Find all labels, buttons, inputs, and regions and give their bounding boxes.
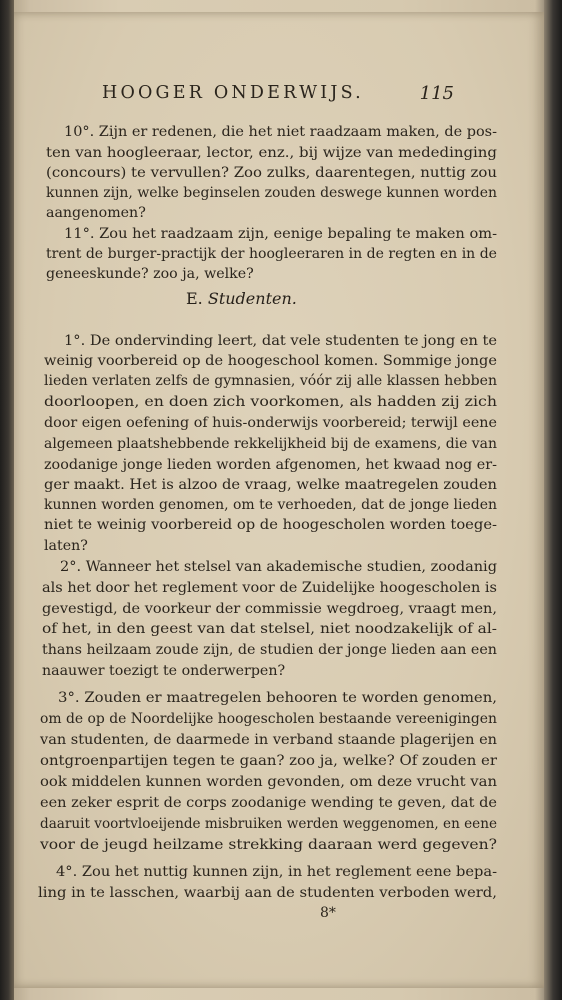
text-line: kunnen worden genomen, om te verhoeden, dat de jonge lieden xyxy=(44,497,498,513)
text-line: trent de burger-practijk der hoogleeraren in de regten en in de xyxy=(46,246,497,262)
text-line: een zeker esprit de corps zoodanige wending te geven, dat de xyxy=(40,795,498,811)
text-line: van studenten, de daarmede in verband staande plagerijen en xyxy=(40,732,498,748)
section-title: Studenten. xyxy=(207,289,297,308)
text-line: ling in te lasschen, waarbij aan de studenten verboden werd, xyxy=(38,885,497,901)
text-line: of het, in den geest van dat stelsel, niet noodzakelijk of al- xyxy=(42,621,497,637)
text-line: 4°. Zou het nuttig kunnen zijn, in het reglement eene bepa- xyxy=(56,864,498,880)
text-line: zoodanige jonge lieden worden afgenomen, het kwaad nog er- xyxy=(44,457,497,473)
text-line: door eigen oefening of huis-onderwijs voorbereid; terwijl eene xyxy=(44,415,497,431)
text-line: aangenomen? xyxy=(46,205,146,221)
text-line: daaruit voortvloeijende misbruiken werden weggenomen, en eene xyxy=(40,816,498,832)
text-line: gevestigd, de voorkeur der commissie wegdroeg, vraagt men, xyxy=(42,601,497,617)
text-line: algemeen plaatshebbende rekkelijkheid bij de examens, die van xyxy=(44,436,497,452)
running-head: HOOGER ONDERWIJS. xyxy=(102,83,364,103)
text-line: naauwer toezigt te onderwerpen? xyxy=(42,663,286,679)
text-line: 10°. Zijn er redenen, die het niet raadzaam maken, de pos- xyxy=(64,124,497,140)
text-line: als het door het reglement voor de Zuidelijke hoogescholen is xyxy=(42,580,497,596)
text-line: kunnen zijn, welke beginselen zouden deswege kunnen worden xyxy=(46,185,498,201)
text-line: voor de jeugd heilzame strekking daaraan werd gegeven? xyxy=(40,837,497,853)
page-header xyxy=(92,83,462,109)
text-line: (concours) te vervullen? Zoo zulks, daarentegen, nuttig zou xyxy=(46,165,498,181)
text-line: lieden verlaten zelfs de gymnasien, vóór zij alle klassen hebben xyxy=(44,373,498,389)
page-number: 115 xyxy=(419,83,454,104)
section-heading xyxy=(186,289,297,308)
text-line: geneeskunde? zoo ja, welke? xyxy=(46,266,254,282)
page-edge xyxy=(544,0,562,1000)
text-line: ook middelen kunnen worden gevonden, om deze vrucht van xyxy=(40,774,497,790)
section-letter: E. xyxy=(186,289,203,308)
text-line: om de op de Noordelijke hoogescholen bestaande vereenigingen xyxy=(40,711,497,727)
text-line: 3°. Zouden er maatregelen behooren te worden genomen, xyxy=(58,690,498,706)
text-line: doorloopen, en doen zich voorkomen, als hadden zij zich xyxy=(44,394,498,410)
text-line: 1°. De ondervinding leert, dat vele studenten te jong en te xyxy=(64,333,498,349)
text-line: 11°. Zou het raadzaam zijn, eenige bepaling te maken om- xyxy=(64,226,498,242)
text-line: niet te weinig voorbereid op de hoogescholen worden toege- xyxy=(44,517,498,533)
book-spine xyxy=(0,0,14,1000)
text-line: 2°. Wanneer het stelsel van akademische studien, zoodanig xyxy=(60,559,498,575)
text-line: ontgroenpartijen tegen te gaan? zoo ja, welke? Of zouden er xyxy=(40,753,497,769)
text-line: ger maakt. Het is alzoo de vraag, welke maatregelen zouden xyxy=(44,477,497,493)
text-line: laten? xyxy=(44,538,88,554)
text-line: ten van hoogleeraar, lector, enz., bij wijze van mededinging xyxy=(46,145,497,161)
text-line: thans heilzaam zoude zijn, de studien der jonge lieden aan een xyxy=(42,642,497,658)
text-line: weinig voorbereid op de hoogeschool komen. Sommige jonge xyxy=(44,353,497,369)
signature-mark: 8* xyxy=(320,905,336,921)
